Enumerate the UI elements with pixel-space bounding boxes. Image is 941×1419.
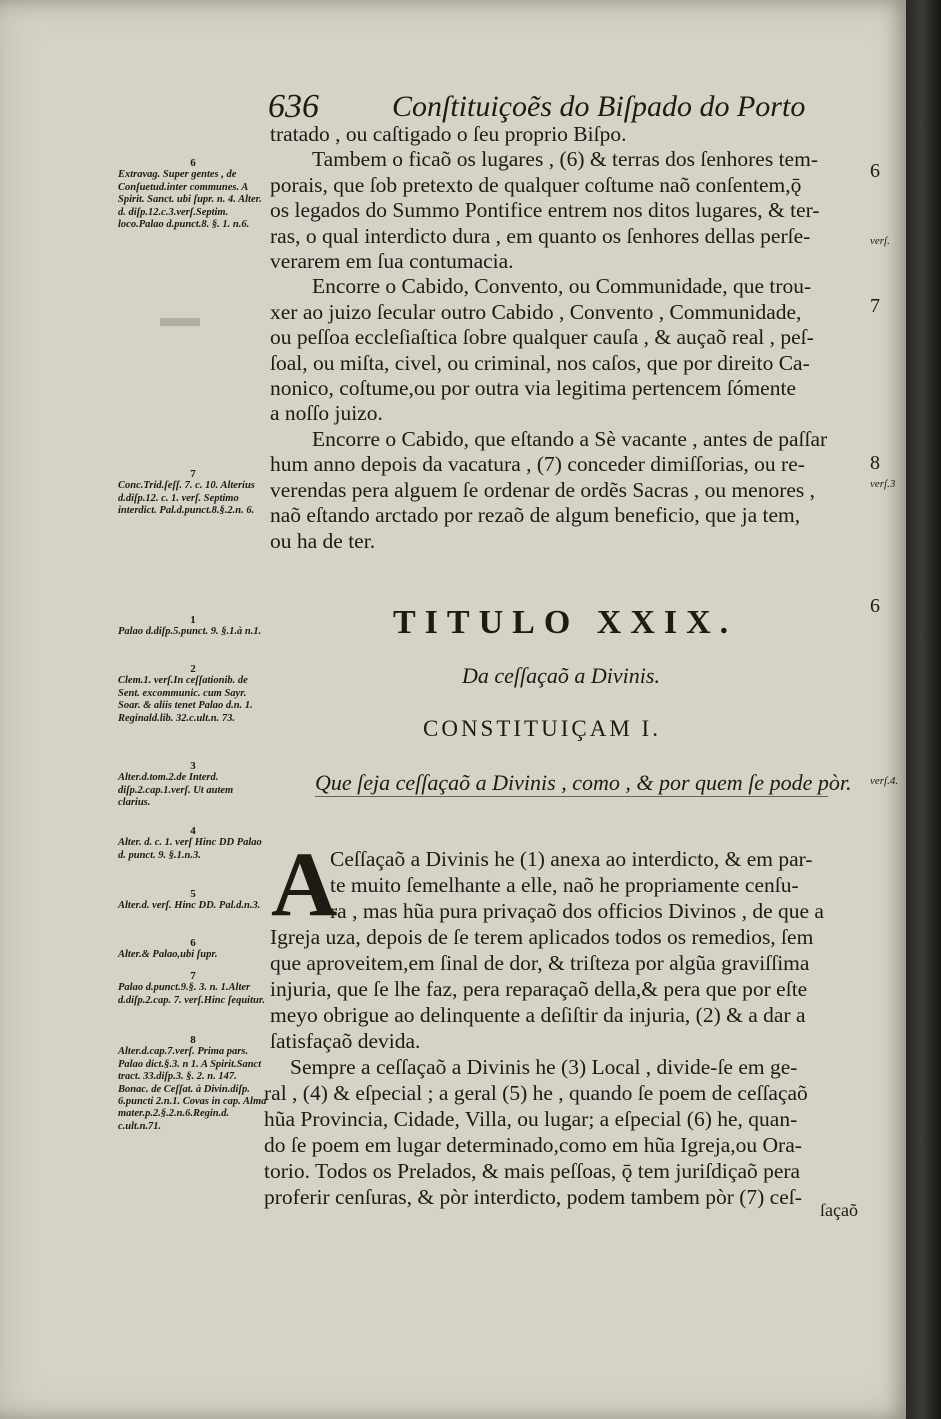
text-line: ou ha de ter. <box>270 528 376 553</box>
running-title: Conſtituiçoẽs do Biſpado do Porto <box>392 90 806 123</box>
right-margin-ref: verſ. <box>870 235 890 247</box>
ink-stain <box>160 318 200 326</box>
note-text: Conc.Trid.ſeſſ. 7. c. 10. Alterius d.diſp.12. c. 1. verſ. Septimo interdict. Pal.d.punct.8.§.2.n. 6. <box>118 480 255 517</box>
text-line: do ſe poem em lugar determinado,como em hũa Igreja,ou Ora- <box>264 1133 802 1157</box>
text-line: nonico, coſtume,ou por outra via legitima pertencem ſómente <box>270 376 796 401</box>
right-margin-number: 6 <box>870 160 880 182</box>
note-text: Alter.d. verſ. Hinc DD. Pal.d.n.3. <box>118 900 261 912</box>
text-line: a noſſo juizo. <box>270 401 383 426</box>
margin-note <box>118 1034 268 1133</box>
text-line: ſoal, ou miſta, civel, ou criminal, nos caſos, que por direito Ca- <box>270 350 810 375</box>
text-line: ra , mas hũa pura privaçaõ dos officios Divinos , de que a <box>330 899 824 923</box>
text-line: Ceſſaçaõ a Divinis he (1) anexa ao interdicto, & em par- <box>330 847 813 871</box>
text-line: verendas pera alguem ſe ordenar de ordẽs Sacras , ou menores , <box>270 477 816 502</box>
text-line: te muito ſemelhante a elle, naõ he propriamente cenſu- <box>330 873 799 897</box>
note-number: 8 <box>190 1034 196 1046</box>
text-line: verarem em ſua contumacia. <box>270 249 514 274</box>
section-title: TITULO XXIX. <box>393 604 738 641</box>
body-text-top <box>270 122 870 554</box>
note-number: 5 <box>190 888 196 900</box>
text-line: meyo obrigue ao delinquente a deſiſtir da injuria, (2) & a dar a <box>270 1003 806 1027</box>
text-line: hum anno depois da vacatura , (7) conceder dimiſſorias, ou re- <box>270 452 805 477</box>
right-margin-number: 7 <box>870 295 880 317</box>
text-line: proferir cenſuras, & pòr interdicto, podem tambem pòr (7) ceſ- <box>264 1185 802 1209</box>
text-line: que aproveitem,em ſinal de dor, & triſteza por algũa graviſſima <box>270 951 810 975</box>
right-margin-number: 6 <box>870 595 880 617</box>
page-number: 636 <box>268 88 319 125</box>
right-margin-ref: verſ.4. <box>870 775 899 787</box>
book-gutter <box>906 0 941 1419</box>
note-number: 2 <box>190 663 196 675</box>
margin-note <box>118 614 268 639</box>
text-line: ral , (4) & eſpecial ; a geral (5) he , quando ſe poem de ceſſaçaõ <box>264 1081 808 1105</box>
text-line: Encorre o Cabido, que eſtando a Sè vacante , antes de paſſar <box>312 426 828 451</box>
text-line: Tambem o ficaõ os lugares , (6) & terras dos ſenhores tem- <box>312 147 818 172</box>
note-text: Palao d.diſp.5.punct. 9. §.1.à n.1. <box>118 626 262 638</box>
text-line: Encorre o Cabido, Convento, ou Communidade, que trou- <box>312 274 812 299</box>
note-number: 1 <box>190 614 196 626</box>
right-margin-ref: verſ.3 <box>870 478 896 490</box>
text-line: Sempre a ceſſaçaõ a Divinis he (3) Local , divide-ſe em ge- <box>290 1055 798 1079</box>
text-line: porais, que ſob pretexto de qualquer coſtume naõ conſentem,ǭ <box>270 172 802 197</box>
section-subtitle: Da ceſſaçaõ a Divinis. <box>462 663 660 688</box>
text-line: torio. Todos os Prelados, & mais peſſoas, ǭ tem juriſdiçaõ pera <box>264 1159 801 1183</box>
text-line: naõ eſtando arctado por rezaõ de algum beneficio, que ja tem, <box>270 503 801 528</box>
text-line: injuria, que ſe lhe faz, pera reparaçaõ della,& pera que por eſte <box>270 977 808 1001</box>
text-line: Igreja uza, depois de ſe terem aplicados todos os remedios, ſem <box>270 925 814 949</box>
constitution-question: Que ſeja ceſſaçaõ a Divinis , como , & por quem ſe pode pòr. <box>315 770 852 795</box>
margin-note <box>118 825 268 862</box>
text-line: tratado , ou caſtigado o ſeu proprio Biſpo. <box>270 122 627 146</box>
text-line: ou peſſoa eccleſiaſtica ſobre qualquer cauſa , & auçaõ real , peſ- <box>270 325 814 350</box>
heading-rule <box>315 796 828 797</box>
catchword: ſaçaõ <box>820 1200 858 1220</box>
note-text: Alter.d.cap.7.verſ. Prima pars. Palao dict.§.3. n 1. A Spirit.Sanct tract. 33.diſp.3. §. 2. n. 147. Bonac. de Ceſſat. à Divin.diſp. 6.puncti 2.n.1. Covas in cap. Alma mater.p.2.§.2.n.6.Regin.d. c.ult.n.71. <box>118 1046 267 1132</box>
drop-cap: A <box>271 833 338 935</box>
margin-note <box>118 663 268 725</box>
note-number: 7 <box>190 970 196 982</box>
note-text: Palao d.punct.9.§. 3. n. 1.Alter d.diſp.2.cap. 7. verſ.Hinc ſequitur. <box>118 982 265 1006</box>
note-text: Alter. d. c. 1. verſ Hinc DD Palao d. punct. 9. §.1.n.3. <box>118 837 262 861</box>
margin-note <box>118 157 268 231</box>
right-margin-number: 8 <box>870 452 880 474</box>
margin-note <box>118 888 268 913</box>
constitution-heading: CONSTITUIÇAM I. <box>423 716 661 741</box>
note-text: Extravag. Super gentes , de Conſuetud.inter communes. A Spirit. Sanct. ubi ſupr. n. 4. Alter. d. diſp.12.c.3.verſ.Septim. loco.Palao d.punct.8. §. 1. n.6. <box>118 169 262 231</box>
text-line: ras, o qual interdicto dura , em quanto os ſenhores dellas perſe- <box>270 223 811 248</box>
margin-note <box>118 760 268 810</box>
note-text: Clem.1. verſ.In ceſſationib. de Sent. excommunic. cum Sayr. Soar. & aliis tenet Palao d.n. 1. Reginald.lib. 32.c.ult.n. 73. <box>118 675 253 724</box>
text-line: xer ao juizo ſecular outro Cabido , Convento , Communidade, <box>270 299 802 324</box>
note-number: 3 <box>190 760 196 772</box>
note-text: Alter.d.tom.2.de Interd. diſp.2.cap.1.verſ. Ut autem clarius. <box>118 772 234 809</box>
text-line: hũa Provincia, Cidade, Villa, ou lugar; a eſpecial (6) he, quan- <box>264 1107 798 1131</box>
margin-note <box>118 970 268 1007</box>
note-number: 6 <box>190 937 196 949</box>
text-line: os legados do Summo Pontifice entrem nos ditos lugares, & ter- <box>270 198 820 223</box>
text-line: ſatisfaçaõ devida. <box>270 1029 421 1053</box>
margin-note <box>118 937 268 962</box>
note-text: Alter.& Palao,ubi ſupr. <box>118 949 218 961</box>
margin-note <box>118 468 268 518</box>
note-number: 7 <box>190 468 196 480</box>
note-number: 4 <box>190 825 196 837</box>
note-number: 6 <box>190 157 196 169</box>
